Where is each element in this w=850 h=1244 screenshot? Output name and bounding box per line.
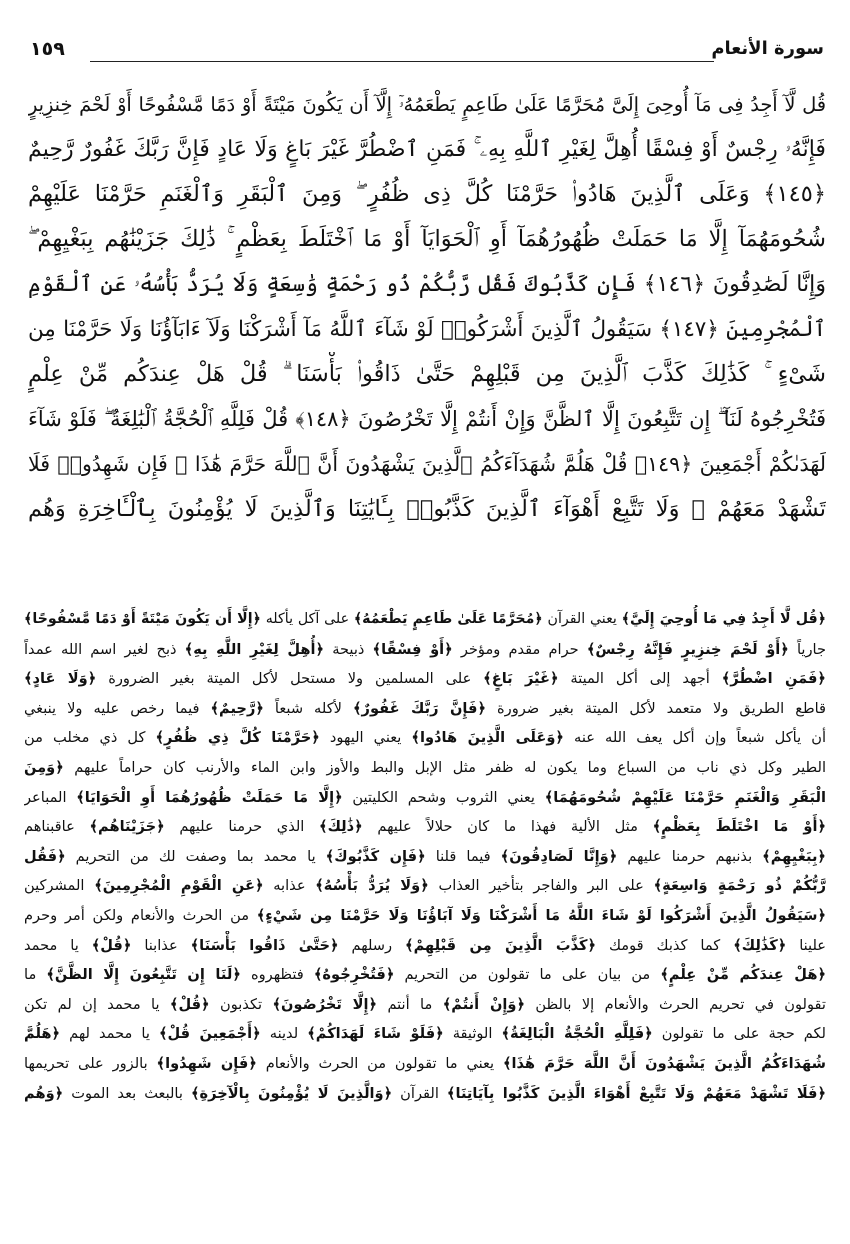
tafsir-line (24, 931, 826, 961)
commentary-text: على آكل يأكله (260, 611, 354, 627)
quoted-verse-text: ﴿سَيَقُولُ الَّذِينَ أَشْرَكُوا لَوْ شَاءَ اللَّهُ مَا أَشْرَكْنَا وَلَا آبَاؤُنَا وَلَا حَرَّمْنَا مِن شَيْءٍ﴾ (256, 906, 826, 924)
commentary-text: أن يأكل شبعاً وإن أكل يعف الله عنه (563, 729, 826, 747)
surah-name: سورة الأنعام (711, 38, 824, 59)
quoted-verse-text: ﴿إِلَّا مَا حَمَلَتْ ظُهُورُهُمَا أَوِ الْحَوَايَا﴾ (76, 788, 343, 806)
tafsir-line (24, 694, 826, 724)
quoted-verse-text: ﴿وَلَا يُرَدُّ بَأْسُهُ﴾ (315, 877, 429, 895)
quoted-verse-text: ﴿وَإِنَّا لَصَادِقُونَ﴾ (500, 847, 618, 865)
commentary-text: يا محمد لهم (60, 1025, 159, 1043)
commentary-text: تكذبون (209, 995, 273, 1013)
quran-line: شَىْءٍ ۚ كَذَٰلِكَ كَذَّبَ ٱلَّذِينَ مِن قَبْلِهِمْ حَتَّىٰ ذَاقُوا۟ بَأْسَنَا ۗ قُلْ هَلْ عِندَكُم مِّنْ عِلْمٍ (28, 361, 826, 387)
commentary-text: المباعر (24, 788, 77, 806)
quran-line: وَإِنَّا لَصَٰدِقُونَ ﴿١٤٦﴾ فَإِن كَذَّبُوكَ فَقُل رَّبُّكُمْ ذُو رَحْمَةٍ وَٰسِعَةٍ وَلَا يُرَدُّ بَأْسُهُۥ عَنِ ٱلْقَوْمِ (28, 271, 826, 297)
commentary-text: كما كذبك قومك (596, 936, 734, 954)
quoted-verse-text: الْبَقَرِ وَالْغَنَمِ حَرَّمْنَا عَلَيْهِمْ شُحُومَهُمَا﴾ (544, 788, 826, 806)
quoted-verse-text: ﴿قُلْ﴾ (91, 936, 132, 954)
quran-line: قُل لَّآ أَجِدُ فِى مَآ أُوحِىَ إِلَىَّ مُحَرَّمًا عَلَىٰ طَاعِمٍ يَطْعَمُهُۥٓ إِلَّآ أَن يَكُونَ مَيْتَةً أَوْ دَمًا مَّسْفُوحًا أَوْ لَحْمَ خِنزِيرٍ (28, 93, 826, 116)
commentary-text: ما (24, 966, 47, 984)
commentary-text: لأكله شبعاً (263, 699, 353, 717)
quoted-verse-text: ﴿ذَٰلِكَ﴾ (319, 818, 363, 836)
quran-line: تَشْهَدْ مَعَهُمْ ۚ وَلَا تَتَّبِعْ أَهْوَآءَ ٱلَّذِينَ كَذَّبُوا۟ بِـَٔايَٰتِنَا وَٱلَّذِينَ لَا يُؤْمِنُونَ بِٱلْـَٔاخِرَةِ وَهُم (28, 496, 826, 522)
quoted-verse-text: ﴿فَلَا تَشْهَدْ مَعَهُمْ وَلَا تَتَّبِعْ أَهْوَاءَ الَّذِينَ كَذَّبُوا بِآيَاتِنَا﴾ (446, 1084, 826, 1102)
quran-line: ٱلْمُجْرِمِينَ ﴿١٤٧﴾ سَيَقُولُ ٱلَّذِينَ أَشْرَكُوا۟ لَوْ شَآءَ ٱللَّهُ مَآ أَشْرَكْنَا وَلَآ ءَابَآؤُنَا وَلَا حَرَّمْنَا مِن (28, 317, 826, 342)
commentary-text: الذي حرمنا عليهم (164, 818, 320, 836)
quoted-verse-text: ﴿رَّحِيمٌ﴾ (210, 699, 264, 717)
quoted-verse-text: ﴿كَذَٰلِكَ﴾ (733, 936, 787, 954)
commentary-text: يا محمد بما وصفت لك من التحريم (65, 847, 326, 865)
quoted-verse-text: ﴿أُهِلَّ لِغَيْرِ اللَّهِ بِهِ﴾ (184, 640, 325, 658)
quoted-verse-text: ﴿هَلْ عِندَكُم مِّنْ عِلْمٍ﴾ (660, 966, 826, 984)
commentary-text: عذابه (263, 877, 316, 895)
quoted-verse-text: ﴿وَالَّذِينَ لَا يُؤْمِنُونَ بِالْآخِرَةِ﴾ (190, 1084, 393, 1102)
commentary-text: تقولون في تحريم الحرث والأنعام إلا بالظن (525, 995, 826, 1013)
tafsir-line (24, 990, 826, 1020)
commentary-text: ما أنتم (377, 995, 443, 1013)
commentary-text: أجهد إلى أكل الميتة (558, 670, 722, 688)
commentary-text: لدينه (260, 1025, 308, 1043)
tafsir-line (24, 664, 826, 694)
commentary-text: يعني القرآن (542, 611, 622, 627)
quran-line: فَتُخْرِجُوهُ لَنَآ ۖ إِن تَتَّبِعُونَ إِلَّا ٱلظَّنَّ وَإِنْ أَنتُمْ إِلَّا تَخْرُصُونَ ﴿١٤٨﴾ قُلْ فَلِلَّهِ ٱلْحُجَّةُ ٱلْبَٰلِغَةُ ۖ فَلَوْ شَآءَ (28, 407, 826, 431)
commentary-text: عذابنا (131, 936, 191, 954)
tafsir-line (24, 960, 826, 990)
quran-line: ﴿١٤٥﴾ وَعَلَى ٱلَّذِينَ هَادُوا۟ حَرَّمْنَا كُلَّ ذِى ظُفُرٍ ۖ وَمِنَ ٱلْبَقَرِ وَٱلْغَنَمِ حَرَّمْنَا عَلَيْهِمْ (28, 181, 826, 207)
commentary-text: فيما قلنا (425, 847, 501, 865)
commentary-text: من الحرث والأنعام ولكن أمر وحرم (24, 906, 257, 924)
commentary-text: رسلهم (338, 936, 406, 954)
tafsir-line (24, 783, 826, 813)
tafsir-line (24, 871, 826, 901)
quoted-verse-text: ﴿فَمَنِ اضْطُرَّ﴾ (721, 670, 826, 688)
commentary-text: المشركين (24, 877, 95, 895)
page-header (28, 28, 826, 80)
quoted-verse-text: ﴿غَيْرَ بَاغٍ﴾ (483, 670, 559, 688)
quran-line: فَإِنَّهُۥ رِجْسٌ أَوْ فِسْقًا أُهِلَّ لِغَيْرِ ٱللَّهِ بِهِۦ ۚ فَمَنِ ٱضْطُرَّ غَيْرَ بَاغٍ وَلَا عَادٍ فَإِنَّ رَبَّكَ غَفُورٌ رَّحِيمٌ (28, 136, 826, 162)
tafsir-line (24, 901, 826, 931)
commentary-text: يعني اليهود (319, 729, 412, 747)
quoted-verse-text: ﴿فَإِنَّ رَبَّكَ غَفُورٌ﴾ (353, 699, 486, 717)
commentary-text: لكم حجة على ما تقولون (652, 1025, 826, 1043)
tafsir-line (24, 842, 826, 872)
tafsir-commentary-block (24, 605, 826, 1230)
quoted-verse-text: ﴿عَنِ الْقَوْمِ الْمُجْرِمِينَ﴾ (94, 877, 264, 895)
commentary-text: ذبح لغير اسم الله عمداً (24, 640, 185, 658)
commentary-text: بذنبهم حرمنا عليهم (617, 847, 763, 865)
tafsir-line (24, 1079, 826, 1109)
quoted-verse-text: ﴿كَذَّبَ الَّذِينَ مِن قَبْلِهِمْ﴾ (405, 936, 597, 954)
tafsir-line (24, 635, 826, 665)
tafsir-line (24, 605, 826, 635)
commentary-text: بالزور على تحريمها (24, 1054, 157, 1072)
quoted-verse-text: ﴿فَتُخْرِجُوهُ﴾ (313, 966, 395, 984)
quoted-verse-text: ﴿قُل لَّا أَجِدُ فِي مَا أُوحِيَ إِلَيَّ﴾ (621, 611, 826, 627)
quoted-verse-text: ﴿فَلَوْ شَاءَ لَهَدَاكُمْ﴾ (307, 1025, 444, 1043)
commentary-text: من بيان على ما تقولون من التحريم (394, 966, 661, 984)
page-number: ١٥٩ (30, 38, 65, 60)
commentary-text: ذبيحة (324, 640, 373, 658)
commentary-text: الوثيقة (443, 1025, 502, 1043)
quran-text-block (28, 82, 826, 577)
commentary-text: مثل الألية فهذا ما كان حلالاً عليهم (362, 818, 653, 836)
commentary-text: القرآن (392, 1084, 447, 1102)
commentary-text: حرام مقدم ومؤخر (452, 640, 587, 658)
tafsir-line (24, 753, 826, 783)
quoted-verse-text: ﴿فَلِلَّهِ الْحُجَّةُ الْبَالِغَةُ﴾ (501, 1025, 653, 1043)
commentary-text: بالبعث بعد الموت (63, 1084, 191, 1102)
quoted-verse-text: ﴿إِلَّا أَن يَكُونَ مَيْتَةً أَوْ دَمًا مَّسْفُوحًا﴾ (24, 611, 261, 627)
commentary-text: يا محمد إن لم تكن (24, 995, 170, 1013)
quoted-verse-text: ﴿جَزَيْنَاهُم﴾ (89, 818, 165, 836)
quoted-verse-text: ﴿بِبَغْيِهِمْ﴾ (762, 847, 826, 865)
quoted-verse-text: ﴿وَمِنَ (24, 758, 64, 776)
quoted-verse-text: ﴿أَوْ مَا اخْتَلَطَ بِعَظْمٍ﴾ (652, 818, 826, 836)
commentary-text: عاقبناهم (24, 818, 90, 836)
quoted-verse-text: ﴿أَوْ لَحْمَ خِنزِيرٍ فَإِنَّهُ رِجْسٌ﴾ (586, 640, 789, 658)
quoted-verse-text: شُهَدَاءَكُمُ الَّذِينَ يَشْهَدُونَ أَنَّ اللَّهَ حَرَّمَ هَٰذَا﴾ (502, 1054, 826, 1072)
commentary-text: جارياً (788, 640, 826, 658)
quoted-verse-text: رَّبُّكُمْ ذُو رَحْمَةٍ وَاسِعَةٍ﴾ (653, 877, 826, 895)
quoted-verse-text: ﴿حَتَّىٰ ذَاقُوا بَأْسَنَا﴾ (190, 936, 339, 954)
tafsir-line (24, 1019, 826, 1049)
commentary-text: قاطع الطريق ولا متعمد لأكل الميتة بغير ضرورة (486, 699, 826, 717)
quoted-verse-text: ﴿فَإِن شَهِدُوا﴾ (156, 1054, 257, 1072)
quoted-verse-text: ﴿فَقُل (24, 847, 66, 865)
commentary-text: علينا (786, 936, 826, 954)
tafsir-line (24, 1049, 826, 1079)
commentary-text: فتظهروه (240, 966, 314, 984)
quoted-verse-text: ﴿هَلُمَّ (24, 1025, 61, 1043)
quoted-verse-text: ﴿لَنَا إِن تَتَّبِعُونَ إِلَّا الظَّنَّ﴾ (46, 966, 241, 984)
header-rule (90, 61, 714, 62)
quoted-verse-text: ﴿وَإِنْ أَنتُمْ﴾ (442, 995, 526, 1013)
commentary-text: على المسلمين ولا مستحل لأكل الميتة بغير الضرورة (96, 670, 484, 688)
quoted-verse-text: ﴿وَهُم (24, 1084, 64, 1102)
commentary-text: الطير وكل ذي ناب من السباع وما يكون له ظفر مثل الإبل والبط والأوز وابن الماء والأرنب كان حراماً عليهم (63, 758, 826, 776)
quoted-verse-text: ﴿فَإِن كَذَّبُوكَ﴾ (325, 847, 426, 865)
tafsir-line (24, 723, 826, 753)
quoted-verse-text: ﴿أَوْ فِسْقًا﴾ (372, 640, 453, 658)
tafsir-line (24, 812, 826, 842)
commentary-text: يا محمد (24, 936, 92, 954)
quoted-verse-text: ﴿أَجْمَعِينَ قُلْ﴾ (158, 1025, 261, 1043)
quoted-verse-text: ﴿قُلْ﴾ (169, 995, 210, 1013)
quoted-verse-text: ﴿إِلَّا تَخْرُصُونَ﴾ (272, 995, 378, 1013)
quoted-verse-text: ﴿حَرَّمْنَا كُلَّ ذِي ظُفُرٍ﴾ (155, 729, 320, 747)
commentary-text: كل ذي مخلب من (24, 729, 156, 747)
commentary-text: على البر والفاجر بتأخير العذاب (428, 877, 654, 895)
commentary-text: يعني الثروب وشحم الكليتين (342, 788, 545, 806)
commentary-text: يعني ما تقولون من الحرث والأنعام (256, 1054, 503, 1072)
quoted-verse-text: ﴿وَلَا عَادٍ﴾ (24, 670, 97, 688)
quoted-verse-text: ﴿مُحَرَّمًا عَلَىٰ طَاعِمٍ يَطْعَمُهُ﴾ (353, 611, 543, 627)
quoted-verse-text: ﴿وَعَلَى الَّذِينَ هَادُوا﴾ (411, 729, 564, 747)
quran-line: شُحُومَهُمَآ إِلَّا مَا حَمَلَتْ ظُهُورُهُمَآ أَوِ ٱلْحَوَايَآ أَوْ مَا ٱخْتَلَطَ بِعَظْمٍ ۚ ذَٰلِكَ جَزَيْنَٰهُم بِبَغْيِهِمْ ۖ (28, 226, 826, 252)
commentary-text: فيما رخص عليه ولا ينبغي (24, 699, 211, 717)
quran-line: لَهَدَىٰكُمْ أَجْمَعِينَ ﴿١٤٩﴾ قُلْ هَلُمَّ شُهَدَآءَكُمُ ٱلَّذِينَ يَشْهَدُونَ أَنَّ ٱللَّهَ حَرَّمَ هَٰذَا ۖ فَإِن شَهِدُوا۟ فَلَا (28, 452, 826, 476)
